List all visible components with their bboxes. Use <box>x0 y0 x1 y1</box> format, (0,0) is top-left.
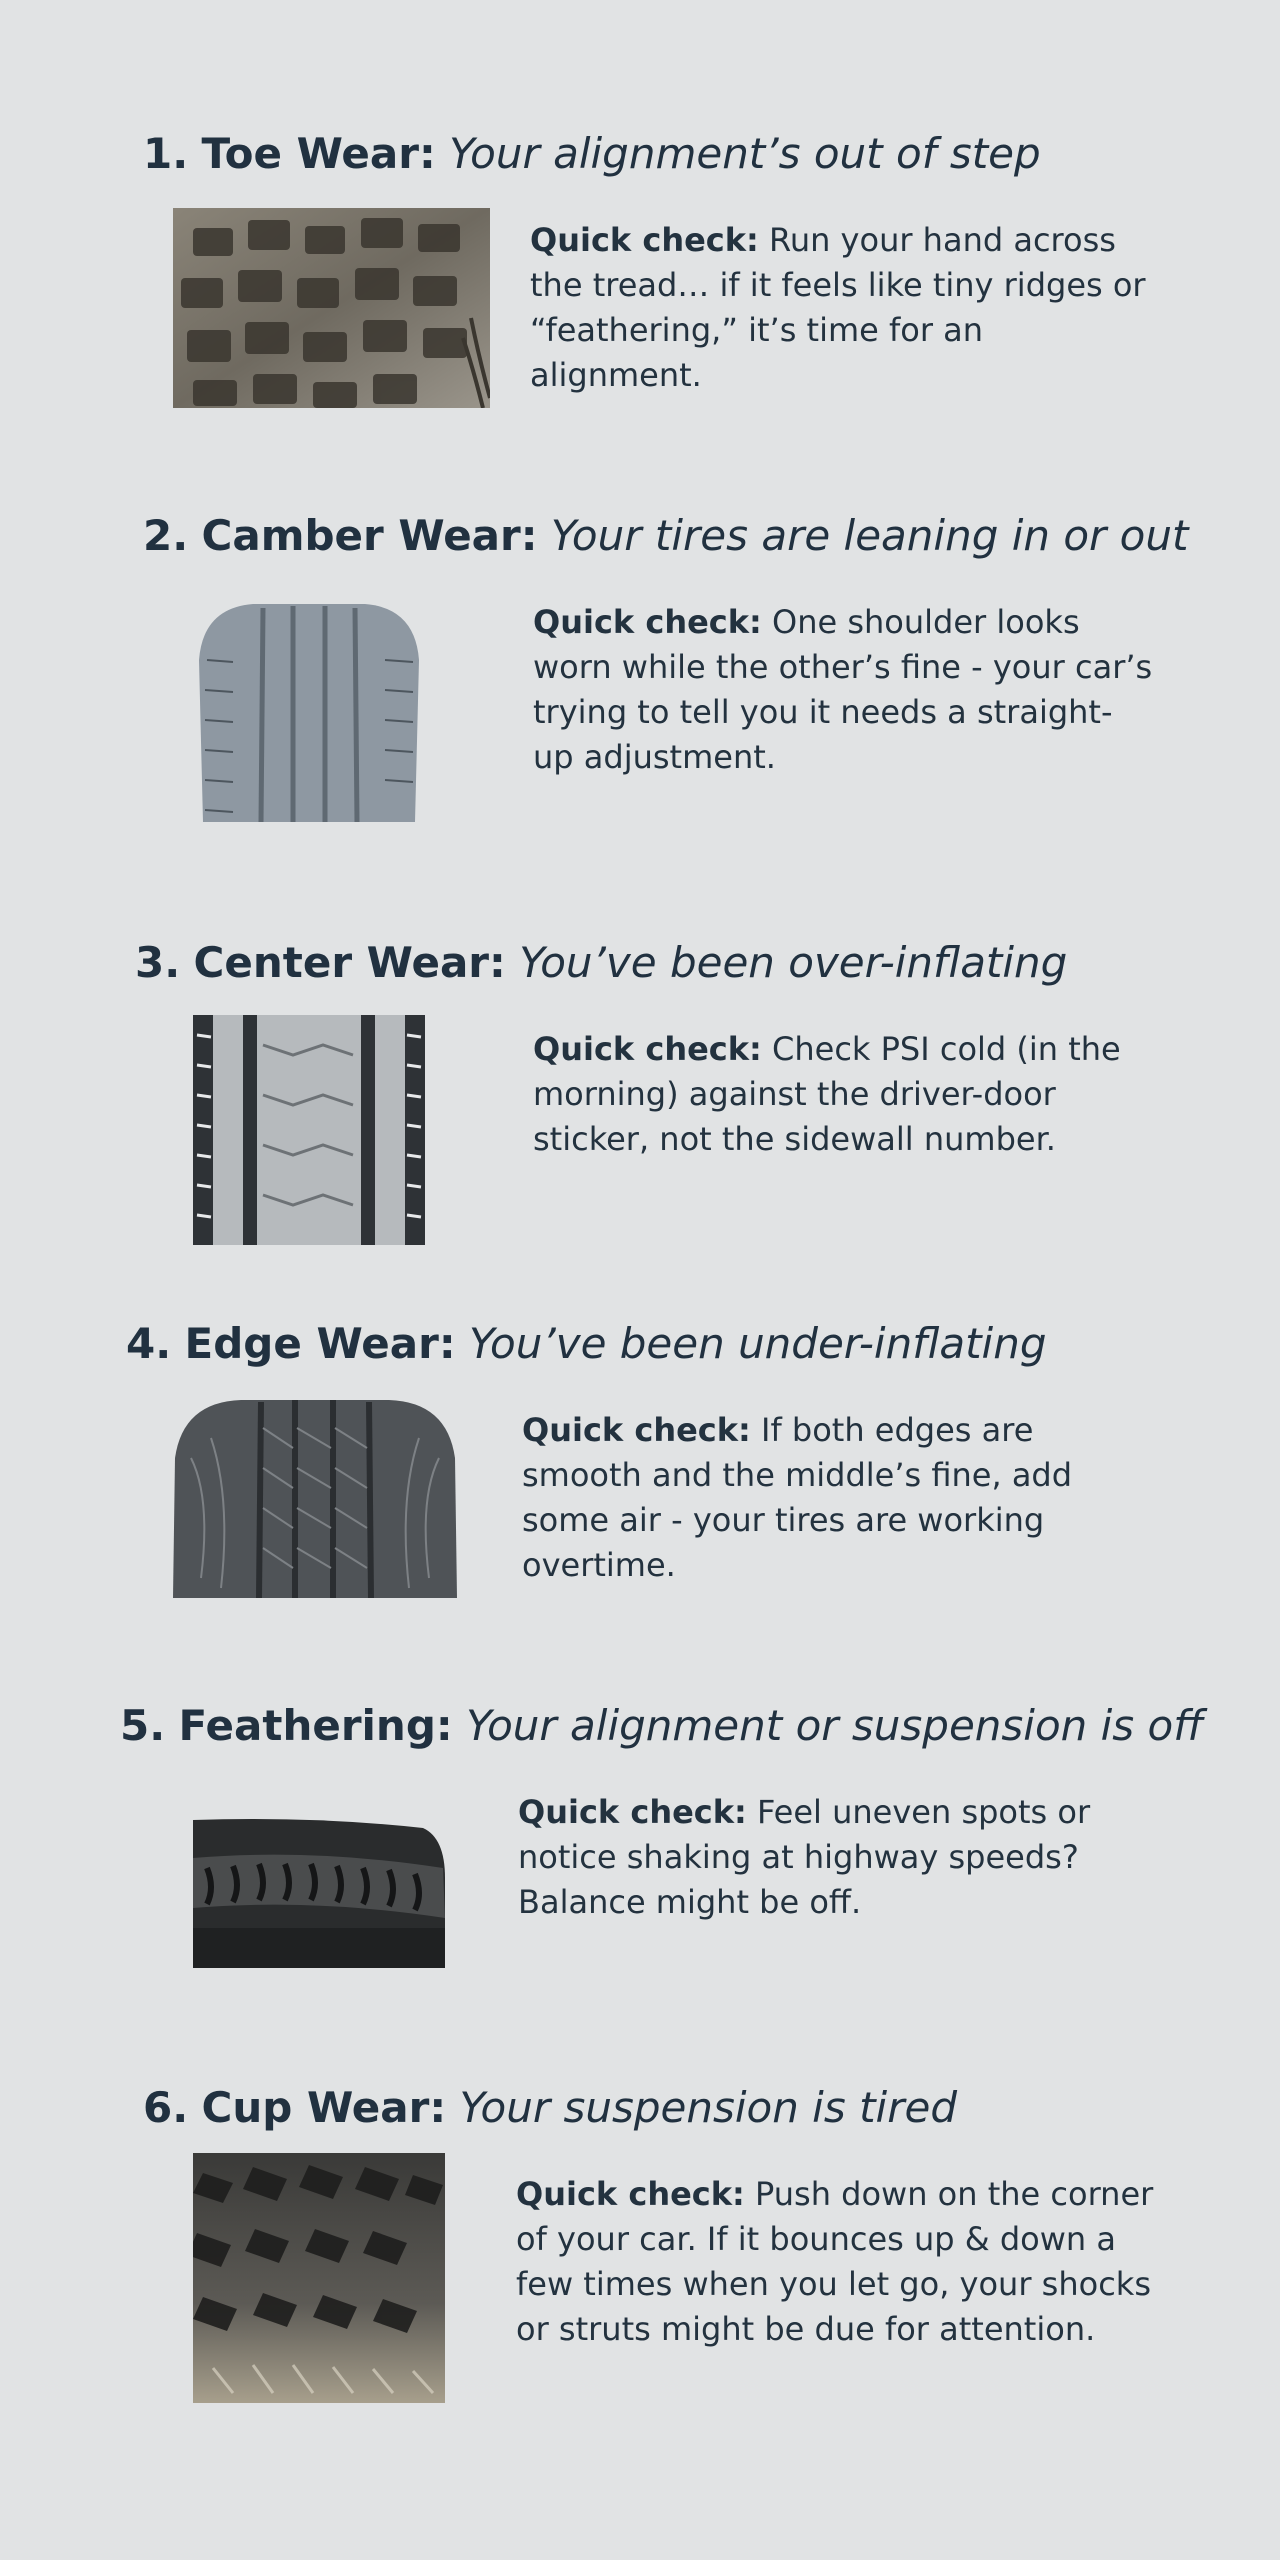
item-number: 2. <box>143 511 189 560</box>
item-number: 3. <box>135 938 181 987</box>
quick-check-body: Feel uneven spots or notice shaking at highway speeds? Balance might be off. <box>518 1793 1091 1921</box>
quick-check-label: Quick check: <box>516 2175 745 2213</box>
item-heading <box>143 128 1041 180</box>
quick-check-text <box>516 2172 1156 2352</box>
quick-check-body: One shoulder looks worn while the other’s fine - your car’s trying to tell you it needs a straight-up adjustment. <box>533 603 1153 776</box>
quick-check-body: Push down on the corner of your car. If it bounces up & down a few times when you let go, your shocks or struts might be due for attention. <box>516 2175 1154 2348</box>
item-heading <box>126 1318 1047 1370</box>
item-heading <box>143 510 1188 562</box>
quick-check-text <box>518 1790 1158 1925</box>
quick-check-label: Quick check: <box>530 221 759 259</box>
item-subtitle: You’ve been under-inflating <box>469 1319 1047 1368</box>
edge-wear-tire-photo <box>171 1398 459 1598</box>
quick-check-text <box>522 1408 1142 1588</box>
quick-check-text <box>530 218 1150 398</box>
item-heading <box>120 1700 1204 1752</box>
item-title: Toe Wear: <box>201 129 436 178</box>
quick-check-label: Quick check: <box>533 603 762 641</box>
item-number: 4. <box>126 1319 172 1368</box>
feathering-tire-photo <box>193 1818 445 1968</box>
quick-check-body: Run your hand across the tread… if it feels like tiny ridges or “feathering,” it’s time for an alignment. <box>530 221 1146 394</box>
item-title: Camber Wear: <box>201 511 538 560</box>
item-title: Feathering: <box>178 1701 453 1750</box>
quick-check-label: Quick check: <box>518 1793 747 1831</box>
quick-check-label: Quick check: <box>522 1411 751 1449</box>
item-heading <box>143 2082 957 2134</box>
quick-check-body: Check PSI cold (in the morning) against the driver-door sticker, not the sidewall number. <box>533 1030 1121 1158</box>
item-subtitle: Your suspension is tired <box>459 2083 957 2132</box>
item-title: Edge Wear: <box>184 1319 456 1368</box>
toe-wear-tire-photo <box>173 208 490 408</box>
quick-check-body: If both edges are smooth and the middle’s fine, add some air - your tires are working overtime. <box>522 1411 1073 1584</box>
item-heading <box>135 937 1067 989</box>
item-subtitle: Your alignment or suspension is off <box>466 1701 1204 1750</box>
item-title: Cup Wear: <box>201 2083 447 2132</box>
cup-wear-tire-photo <box>193 2153 445 2403</box>
item-number: 6. <box>143 2083 189 2132</box>
item-subtitle: You’ve been over-inflating <box>519 938 1068 987</box>
item-subtitle: Your alignment’s out of step <box>449 129 1041 178</box>
item-subtitle: Your tires are leaning in or out <box>550 511 1189 560</box>
item-number: 1. <box>143 129 189 178</box>
item-title: Center Wear: <box>193 938 506 987</box>
camber-wear-tire-photo <box>193 600 425 822</box>
quick-check-text <box>533 600 1153 780</box>
quick-check-label: Quick check: <box>533 1030 762 1068</box>
item-number: 5. <box>120 1701 166 1750</box>
center-wear-tire-photo <box>193 1015 425 1245</box>
quick-check-text <box>533 1027 1133 1162</box>
